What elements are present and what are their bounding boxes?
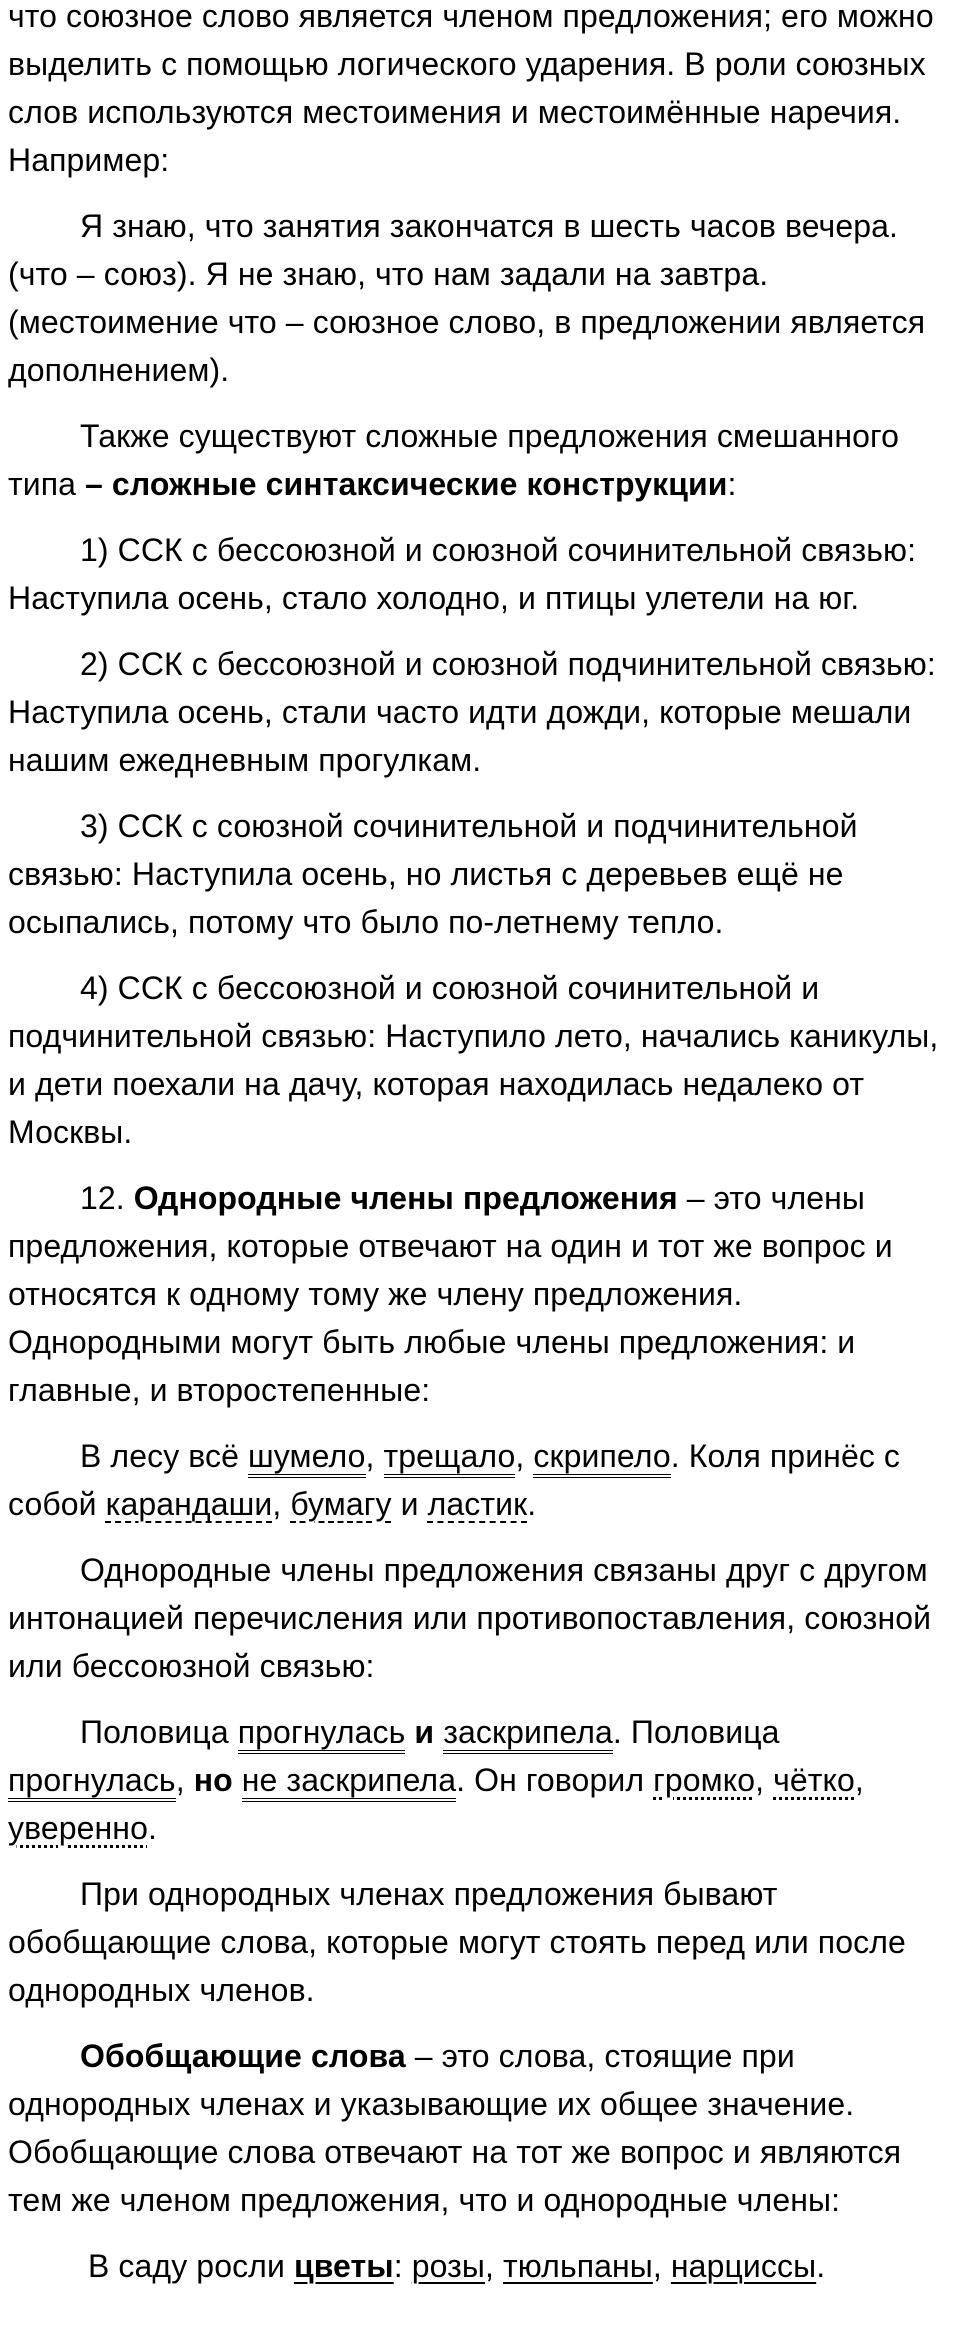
- predicate-word: прогнулась: [8, 1762, 176, 1802]
- text: Половица: [80, 1714, 238, 1750]
- example-floorboard: [8, 1708, 952, 1852]
- predicate-word: заскрипела: [443, 1714, 613, 1754]
- predicate-word: скрипело: [533, 1438, 670, 1478]
- subject-word: тюльпаны: [503, 2248, 653, 2284]
- paragraph-generalizing-intro: При однородных членах предложения бывают обобщающие слова, которые могут стоять перед или после однородных членов.: [8, 1876, 906, 2008]
- text: . Половица: [612, 1714, 780, 1750]
- example-forest: [8, 1432, 952, 1528]
- text: .: [816, 2248, 826, 2284]
- text: Также существуют сложные предложения смешанного типа: [8, 418, 899, 502]
- adverbial-word: громко: [653, 1762, 756, 1798]
- paragraph-union-words: что союзное слово является членом предложения; его можно выделить с помощью логического ударения. В роли союзных слов используются местоимения и местоимённые наречия. Например:: [8, 0, 934, 178]
- text: :: [727, 466, 737, 502]
- term-homogeneous: Однородные члены предложения: [133, 1180, 678, 1216]
- predicate-word: трещало: [384, 1438, 516, 1478]
- paragraph-generalizing-words: [8, 2032, 952, 2224]
- list-item-ssk-4: 4) ССК с бессоюзной и союзной сочинительной и подчинительной связью: Наступило лето, начались каникулы, и дети поехали на дачу, которая находилась недалеко от Москвы.: [8, 970, 939, 1150]
- text: ,: [755, 1762, 774, 1798]
- adverbial-word: чётко: [773, 1762, 855, 1798]
- text: ,: [515, 1438, 534, 1474]
- subject-word: розы: [411, 2248, 486, 2284]
- text: – это слова, стоящие при однородных членах и указывающие их общее значение. Обобщающие слова отвечают на тот же вопрос и являются тем же членом предложения, что и однородные члены:: [8, 2038, 902, 2218]
- subject-word: нарциссы: [670, 2248, 817, 2284]
- conjunction-i: и: [414, 1714, 435, 1750]
- text: :: [393, 2248, 412, 2284]
- text: В лесу всё: [80, 1438, 249, 1474]
- section-number: 12.: [80, 1180, 134, 1216]
- paragraph-homogeneous-members: [8, 1174, 952, 1414]
- object-word: бумагу: [290, 1486, 392, 1522]
- term-ssk: – сложные синтаксические конструкции: [85, 466, 728, 502]
- text: ,: [854, 1762, 864, 1798]
- text: [233, 1762, 242, 1798]
- list-item-ssk-1: 1) ССК с бессоюзной и союзной сочинительной связью: Наступила осень, стало холодно, и птицы улетели на юг.: [8, 532, 917, 616]
- text: – это члены предложения, которые отвечают на один и тот же вопрос и относятся к одному тому же члену предложения. Однородными могут быть любые члены предложения: и главные, и второстепенные:: [8, 1180, 893, 1408]
- text: ,: [272, 1486, 291, 1522]
- paragraph-connection-types: Однородные члены предложения связаны друг с другом интонацией перечисления или противопоставления, союзной или бессоюзной связью:: [8, 1552, 932, 1684]
- paragraph-example-chto: Я знаю, что занятия закончатся в шесть часов вечера. (что – союз). Я не знаю, что нам задали на завтра. (местоимение что – союзное слово, в предложении является дополнением).: [8, 208, 926, 388]
- predicate-word: прогнулась: [238, 1714, 406, 1754]
- list-item-ssk-3: 3) ССК с союзной сочинительной и подчинительной связью: Наступила осень, но листья с деревьев ещё не осыпались, потому что было по-летнему тепло.: [8, 808, 858, 940]
- text: ,: [365, 1438, 384, 1474]
- text: [434, 1714, 443, 1750]
- generalizing-word: цветы: [293, 2248, 394, 2284]
- adverbial-word: уверенно: [8, 1810, 148, 1846]
- text: ,: [175, 1762, 194, 1798]
- text: ,: [652, 2248, 671, 2284]
- example-garden: [8, 2242, 952, 2290]
- text: .: [527, 1486, 537, 1522]
- term-generalizing: Обобщающие слова: [80, 2038, 406, 2074]
- text: . Коля принёс с собой: [8, 1438, 901, 1522]
- text: В саду росли: [88, 2248, 294, 2284]
- list-item-ssk-2: 2) ССК с бессоюзной и союзной подчинительной связью: Наступила осень, стали часто идти дожди, которые мешали нашим ежедневным прогулкам.: [8, 646, 936, 778]
- object-word: ластик: [427, 1486, 528, 1522]
- text: и: [391, 1486, 428, 1522]
- text: ,: [485, 2248, 504, 2284]
- object-word: карандаши: [105, 1486, 273, 1522]
- text: . Он говорил: [456, 1762, 654, 1798]
- text: .: [147, 1810, 157, 1846]
- predicate-word: не заскрипела: [242, 1762, 456, 1802]
- paragraph-mixed-type: [8, 412, 952, 508]
- predicate-word: шумело: [248, 1438, 365, 1478]
- conjunction-no: но: [193, 1762, 233, 1798]
